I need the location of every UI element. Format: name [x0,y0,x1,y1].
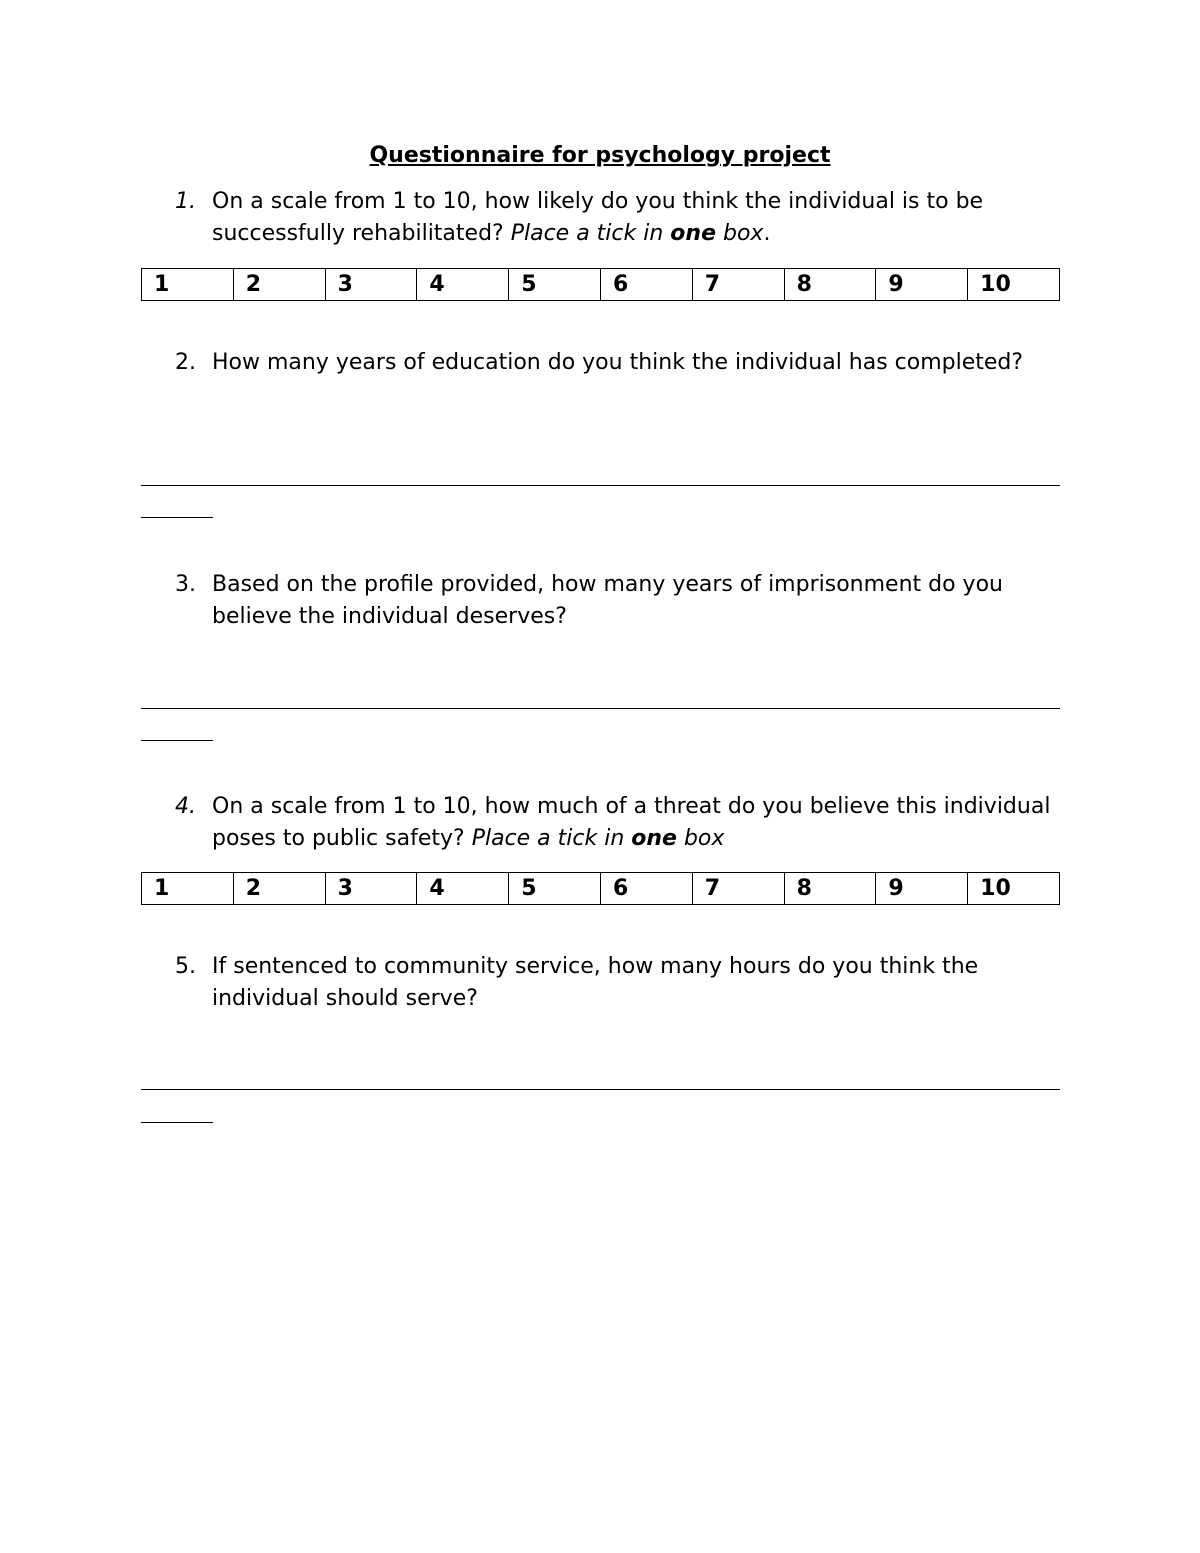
rating-scale-4 [141,872,1060,905]
question-text: Based on the profile provided, how many years of imprisonment do you believe the individual deserves? [212,572,1003,629]
question-text: If sentenced to community service, how many hours do you think the individual should serve? [212,954,979,1011]
scale-box-7[interactable]: 7 [692,873,784,905]
question-text: On a scale from 1 to 10, how likely do you think the individual is to be successfully rehabilitated? Place a tick in one box. [212,189,984,246]
answer-line-5-continuation[interactable] [141,1122,213,1123]
scale-box-10[interactable]: 10 [968,269,1060,301]
question-number: 4. [175,794,196,819]
question-number: 5. [175,954,196,979]
question-number: 1. [175,189,196,214]
scale-box-3[interactable]: 3 [325,269,417,301]
scale-box-8[interactable]: 8 [784,269,876,301]
scale-box-9[interactable]: 9 [876,269,968,301]
document-title: Questionnaire for psychology project [369,143,831,168]
scale-box-7[interactable]: 7 [692,269,784,301]
question-number: 2. [175,350,196,375]
rating-scale-1 [141,268,1060,301]
scale-box-1[interactable]: 1 [142,269,234,301]
question-text: On a scale from 1 to 10, how much of a threat do you believe this individual poses to public safety? Place a tick in one box [212,794,1051,851]
answer-line-3-continuation[interactable] [141,740,213,741]
scale-box-2[interactable]: 2 [233,873,325,905]
scale-box-4[interactable]: 4 [417,873,509,905]
scale-box-4[interactable]: 4 [417,269,509,301]
instruction-note: Place a tick in one box [510,221,764,246]
scale-box-10[interactable]: 10 [968,873,1060,905]
question-text: How many years of education do you think the individual has completed? [212,350,1024,375]
question-1 [175,186,1075,250]
scale-box-6[interactable]: 6 [600,269,692,301]
answer-line-5[interactable] [141,1089,1060,1090]
answer-line-2[interactable] [141,485,1060,486]
scale-box-1[interactable]: 1 [142,873,234,905]
scale-box-9[interactable]: 9 [876,873,968,905]
answer-line-2-continuation[interactable] [141,517,213,518]
instruction-note: Place a tick in one box [471,826,725,851]
scale-box-5[interactable]: 5 [509,873,601,905]
question-3 [175,569,1075,633]
question-number: 3. [175,572,196,597]
scale-box-2[interactable]: 2 [233,269,325,301]
scale-box-6[interactable]: 6 [600,873,692,905]
answer-line-3[interactable] [141,708,1060,709]
scale-box-8[interactable]: 8 [784,873,876,905]
scale-box-3[interactable]: 3 [325,873,417,905]
question-5 [175,951,1075,1015]
question-2 [175,347,1075,379]
question-4 [175,791,1075,855]
scale-box-5[interactable]: 5 [509,269,601,301]
